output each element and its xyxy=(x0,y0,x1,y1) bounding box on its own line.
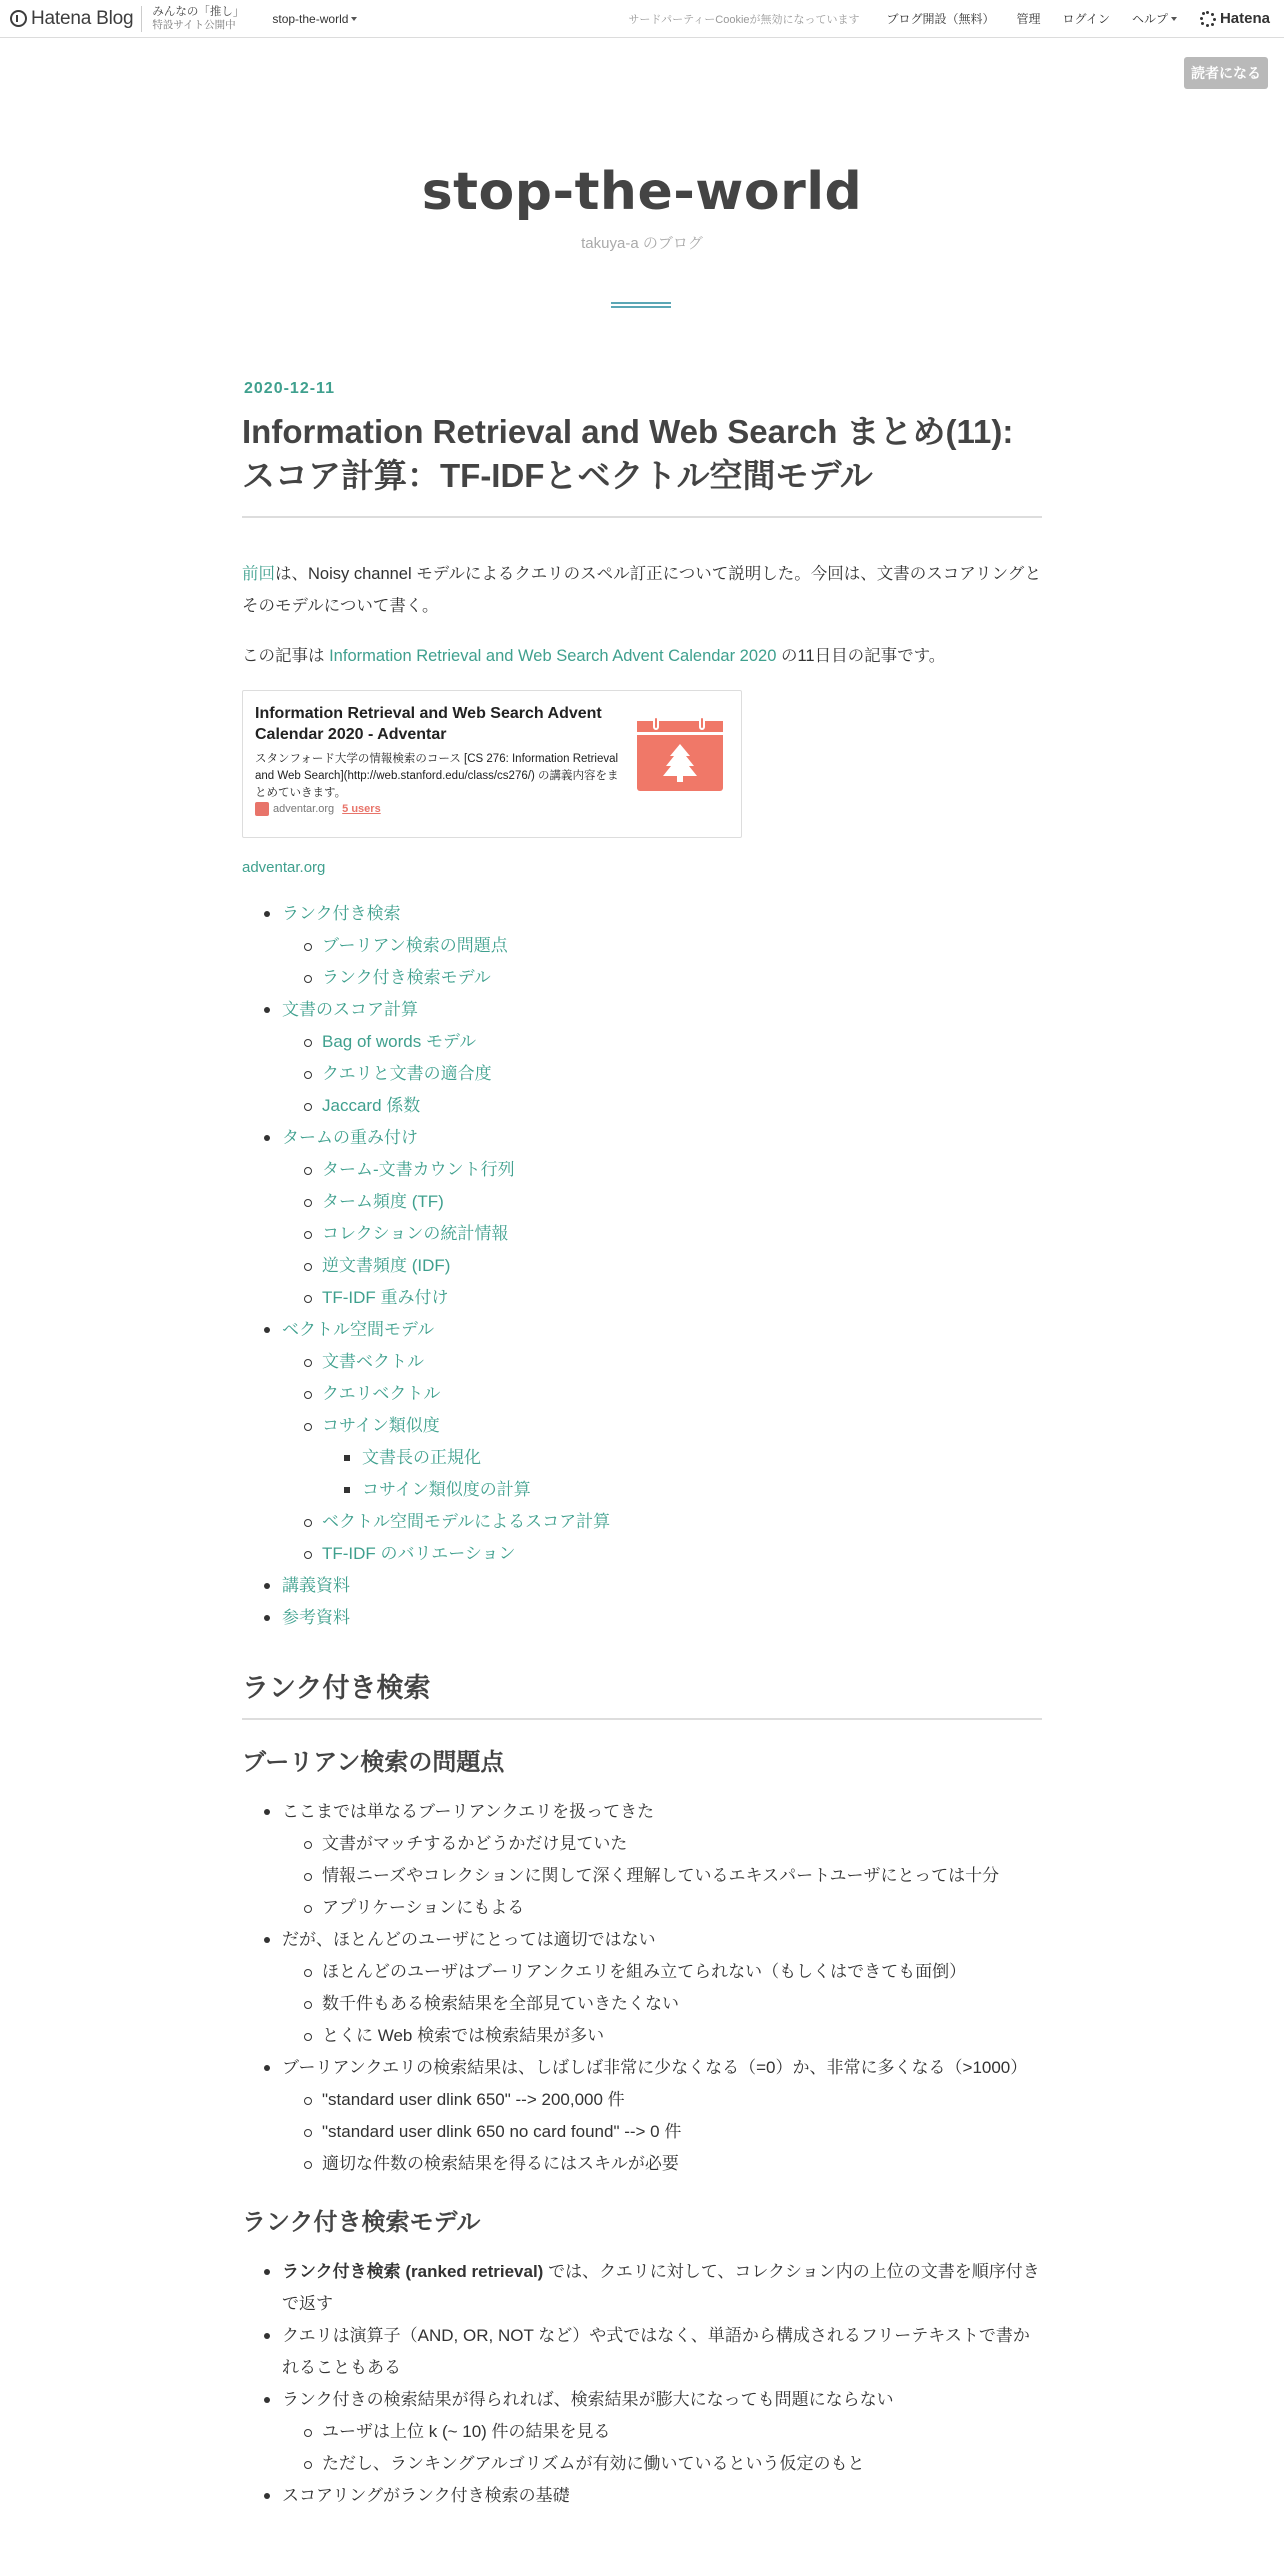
sublist-item xyxy=(282,2020,1042,2052)
toc-item xyxy=(282,1090,1042,1122)
toc-link[interactable]: ターム頻度 (TF) xyxy=(322,1192,444,1211)
toc-link[interactable]: TF-IDF 重み付け xyxy=(322,1288,449,1307)
login-link[interactable]: ログイン xyxy=(1062,12,1110,26)
toc-item xyxy=(242,1570,1042,1602)
sublist-item xyxy=(282,1828,1042,1860)
toc-link[interactable]: クエリベクトル xyxy=(322,1384,441,1403)
list-item xyxy=(242,2320,1042,2384)
embed-footer xyxy=(255,793,381,825)
toc-item xyxy=(282,962,1042,994)
admin-link[interactable]: 管理 xyxy=(1016,12,1041,26)
advent-paragraph xyxy=(242,640,1042,672)
subscribe-button[interactable]: 読者になる xyxy=(1184,57,1268,89)
intro-text: は、Noisy channel モデルによるクエリのスペル訂正について説明した。今回は、文書のスコアリングとそのモデルについて書く。 xyxy=(242,565,1042,615)
toc-item xyxy=(242,1314,1042,1570)
toc-link[interactable]: ターム-文書カウント行列 xyxy=(322,1160,515,1179)
help-label: ヘルプ xyxy=(1131,12,1168,26)
hatena-blog-logo-icon xyxy=(10,10,27,27)
blog-description: takuya-a のブログ xyxy=(581,235,703,252)
sublist-item xyxy=(282,1892,1042,1924)
toc-link[interactable]: 講義資料 xyxy=(282,1576,350,1595)
sublist-item xyxy=(282,2084,1042,2116)
toc-link[interactable]: 文書のスコア計算 xyxy=(282,1000,418,1019)
sublist-item xyxy=(282,1988,1042,2020)
entry-body xyxy=(242,558,1042,2512)
list-item xyxy=(242,1924,1042,2052)
sublist-item xyxy=(282,2148,1042,2180)
sublist xyxy=(282,2416,1042,2480)
blog-menu-label: stop-the-world xyxy=(272,11,349,26)
toc-link[interactable]: ランク付き検索 xyxy=(282,904,401,923)
embed-card[interactable] xyxy=(242,690,742,838)
toc-item xyxy=(282,1538,1042,1570)
promo-link[interactable] xyxy=(152,6,244,32)
section-heading-ranked-retrieval: ランク付き検索 xyxy=(242,1670,1042,1720)
list-item-text: 文書がマッチするかどうかだけ見ていた xyxy=(322,1834,628,1853)
toc-item xyxy=(242,898,1042,994)
list-item-text: クエリは演算子（AND, OR, NOT など）や式ではなく、単語から構成されるフリーテキストで書かれることもある xyxy=(282,2326,1030,2377)
toc-link[interactable]: 文書ベクトル xyxy=(322,1352,424,1371)
toc-item xyxy=(282,1058,1042,1090)
blog-title[interactable]: stop-the-world xyxy=(421,162,863,222)
caret-down-icon xyxy=(351,17,357,21)
toc-link[interactable]: TF-IDF のバリエーション xyxy=(322,1544,516,1563)
toc-link[interactable]: 文書長の正規化 xyxy=(362,1448,481,1467)
list-item-text: アプリケーションにもよる xyxy=(322,1898,525,1917)
embed-site: adventar.org xyxy=(273,803,335,815)
toc-item xyxy=(282,1218,1042,1250)
toc-link[interactable]: 参考資料 xyxy=(282,1608,350,1627)
list-item-text: 数千件もある検索結果を全部見ていきたくない xyxy=(322,1994,679,2013)
ranked-retrieval-term: ランク付き検索 (ranked retrieval) xyxy=(282,2262,544,2281)
toc-sublist xyxy=(282,1026,1042,1122)
list-item-text: だが、ほとんどのユーザにとっては適切ではない xyxy=(282,1930,656,1949)
toc-sublist xyxy=(322,1442,1042,1506)
entry-date[interactable]: 2020-12-11 xyxy=(244,380,335,397)
toc-link[interactable]: クエリと文書の適合度 xyxy=(322,1064,492,1083)
caret-down-icon xyxy=(1171,17,1177,21)
embed-title[interactable]: Information Retrieval and Web Search Advent Calendar 2020 - Adventar xyxy=(255,705,602,743)
title-divider xyxy=(611,302,671,308)
advent-prefix: この記事は xyxy=(242,647,330,665)
global-header xyxy=(0,0,1284,38)
list-item xyxy=(242,2384,1042,2480)
list-item-text: ブーリアンクエリの検索結果は、しばしば非常に少なくなる（=0）か、非常に多くなる（>1000） xyxy=(282,2058,1028,2077)
list-item xyxy=(242,1796,1042,1924)
list-item-text: ここまでは単なるブーリアンクエリを扱ってきた xyxy=(282,1802,655,1821)
adventar-favicon-icon xyxy=(255,802,269,816)
hatena-dots-icon xyxy=(1200,11,1216,27)
previous-post-link[interactable]: 前回 xyxy=(242,565,275,583)
list-item-text: とくに Web 検索では検索結果が多い xyxy=(322,2026,605,2045)
list-item-text: ランク付きの検索結果が得られれば、検索結果が膨大になっても問題にならない xyxy=(282,2390,894,2409)
sublist-item xyxy=(282,2416,1042,2448)
toc-item xyxy=(282,930,1042,962)
list-item-text: 適切な件数の検索結果を得るにはスキルが必要 xyxy=(322,2154,679,2173)
help-menu[interactable] xyxy=(1132,10,1177,27)
list-item xyxy=(242,2256,1042,2320)
hatena-label: Hatena xyxy=(1219,10,1270,27)
toc-link[interactable]: コサイン類似度の計算 xyxy=(362,1480,531,1499)
sublist-item xyxy=(282,1860,1042,1892)
toc-link[interactable]: ランク付き検索モデル xyxy=(322,968,491,987)
boolean-problems-list xyxy=(242,1796,1042,2180)
entry-title-line1: Information Retrieval and Web Search まとめ(11): xyxy=(242,413,1014,450)
sublist xyxy=(282,1828,1042,1924)
toc-item xyxy=(242,1122,1042,1314)
entry-title[interactable] xyxy=(242,410,1042,518)
logo-text: Hatena Blog xyxy=(31,7,134,29)
toc-link[interactable]: ベクトル空間モデルによるスコア計算 xyxy=(322,1512,611,1531)
sublist xyxy=(282,2084,1042,2180)
advent-suffix: の11日目の記事です。 xyxy=(776,647,946,665)
toc-link[interactable]: コレクションの統計情報 xyxy=(322,1224,509,1243)
toc-item xyxy=(282,1154,1042,1186)
toc-link[interactable]: タームの重み付け xyxy=(282,1128,418,1147)
list-item-text: ただし、ランキングアルゴリズムが有効に働いているという仮定のもと xyxy=(322,2454,865,2473)
header-divider xyxy=(141,6,142,32)
toc-link[interactable]: Bag of words モデル xyxy=(322,1032,477,1051)
ranked-retrieval-text: では、クエリに対して、コレクション内の上位の文書を順序付きで返す xyxy=(282,2262,1040,2313)
promo-line2: 特設サイト公開中 xyxy=(152,18,236,31)
toc-item xyxy=(282,1378,1042,1410)
list-item-text: 情報ニーズやコレクションに関して深く理解しているエキスパートユーザにとっては十分 xyxy=(322,1866,1000,1885)
open-blog-link[interactable]: ブログ開設（無料） xyxy=(886,12,995,26)
toc-link[interactable]: ブーリアン検索の問題点 xyxy=(322,936,508,955)
toc-item xyxy=(242,1602,1042,1634)
toc-link[interactable]: Jaccard 係数 xyxy=(322,1096,421,1115)
ranked-model-list xyxy=(242,2256,1042,2512)
subheading-ranked-model: ランク付き検索モデル xyxy=(242,2209,481,2236)
table-of-contents xyxy=(242,898,1042,1634)
toc-link[interactable]: ベクトル空間モデル xyxy=(282,1320,435,1339)
embed-description: スタンフォード大学の情報検索のコース [CS 276: Information Retrieval and Web Search](http://web.stanford.edu/class/cs276/) の講義内容をまとめていきます。 xyxy=(255,753,619,799)
advent-calendar-link[interactable]: Information Retrieval and Web Search Advent Calendar 2020 xyxy=(329,647,777,665)
list-item xyxy=(242,2480,1042,2512)
toc-item xyxy=(282,1026,1042,1058)
toc-link[interactable]: コサイン類似度 xyxy=(322,1416,440,1435)
bookmark-users-badge[interactable]: 5 users xyxy=(342,803,381,815)
sublist-item xyxy=(282,2116,1042,2148)
list-item-text: ユーザは上位 k (~ 10) 件の結果を見る xyxy=(322,2422,611,2441)
sublist-item xyxy=(282,1956,1042,1988)
promo-line1: みんなの「推し」 xyxy=(152,5,245,18)
calendar-tree-icon xyxy=(637,716,723,790)
toc-item xyxy=(282,1282,1042,1314)
subheading-boolean-problems: ブーリアン検索の問題点 xyxy=(242,1749,505,1776)
toc-item xyxy=(322,1442,1042,1474)
hatena-menu[interactable] xyxy=(1200,10,1270,27)
cookie-notice[interactable]: サードパーティーCookieが無効になっています xyxy=(628,13,860,26)
list-item-text: ほとんどのユーザはブーリアンクエリを組み立てられない（もしくはできても面倒） xyxy=(322,1962,967,1981)
list-item-text: スコアリングがランク付き検索の基礎 xyxy=(282,2486,570,2505)
toc-item xyxy=(282,1250,1042,1282)
list-item-text: "standard user dlink 650" --> 200,000 件 xyxy=(322,2090,625,2109)
toc-link[interactable]: 逆文書頻度 (IDF) xyxy=(322,1256,451,1275)
toc-item xyxy=(242,994,1042,1122)
toc-item xyxy=(282,1346,1042,1378)
list-item-text: "standard user dlink 650 no card found" --> 0 件 xyxy=(322,2122,682,2141)
hatena-blog-logo[interactable] xyxy=(10,8,133,30)
sublist-item xyxy=(282,2448,1042,2480)
blog-menu[interactable] xyxy=(272,12,357,26)
intro-paragraph xyxy=(242,558,1042,622)
toc-item xyxy=(282,1506,1042,1538)
entry-title-line2: スコア計算：TF-IDFとベクトル空間モデル xyxy=(242,457,873,494)
toc-sublist xyxy=(282,930,1042,994)
toc-sublist xyxy=(282,1154,1042,1314)
toc-item xyxy=(282,1186,1042,1218)
adventar-site-link[interactable]: adventar.org xyxy=(242,859,326,876)
toc-sublist xyxy=(282,1346,1042,1570)
list-item xyxy=(242,2052,1042,2180)
entry xyxy=(242,380,1042,2512)
toc-item xyxy=(282,1410,1042,1506)
sublist xyxy=(282,1956,1042,2052)
toc-item xyxy=(322,1474,1042,1506)
